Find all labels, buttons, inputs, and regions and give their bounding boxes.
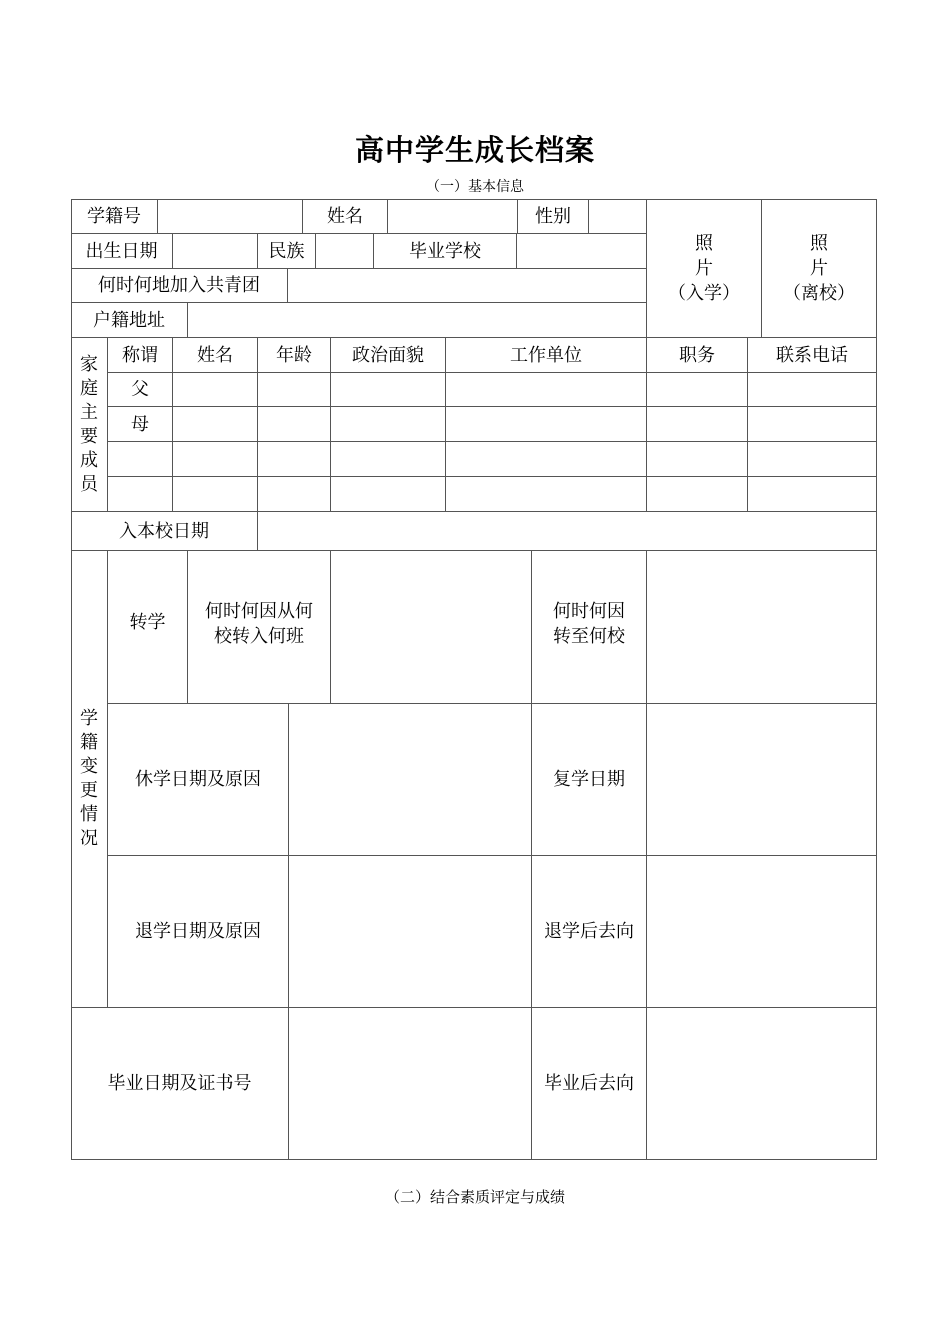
family-row-mother: 母 (131, 413, 149, 435)
label-student-id: 学籍号 (87, 205, 141, 227)
section-heading-evaluation: （二）结合素质评定与成绩 (384, 1188, 565, 1206)
photo-graduation-slot[interactable]: 照 片 （离校） (783, 233, 855, 304)
family-header-relation: 称谓 (122, 344, 158, 366)
archive-form-table (71, 199, 877, 1160)
label-transfer: 转学 (129, 612, 166, 633)
league-join-field[interactable] (288, 269, 646, 302)
family-header-age: 年龄 (276, 344, 312, 366)
family-row-blank-1[interactable] (108, 442, 172, 476)
name-field[interactable] (388, 199, 517, 233)
transfer-in-field[interactable] (331, 551, 531, 703)
family-row-father: 父 (131, 379, 149, 400)
label-suspension: 休学日期及原因 (135, 769, 261, 790)
graduation-certificate-field[interactable] (289, 1008, 531, 1159)
family-header-name: 姓名 (197, 344, 233, 366)
family-members-label: 家 庭 主 要 成 员 (80, 353, 98, 495)
withdrawal-field[interactable] (289, 856, 531, 1007)
label-graduated-school: 毕业学校 (409, 240, 481, 262)
transfer-out-field[interactable] (647, 551, 876, 703)
label-enrollment-date: 入本校日期 (119, 520, 209, 542)
ethnicity-field[interactable] (316, 234, 373, 268)
label-after-withdrawal: 退学后去向 (544, 921, 634, 942)
label-graduation-certificate: 毕业日期及证书号 (107, 1073, 252, 1094)
family-header-political-status: 政治面貌 (352, 344, 424, 366)
gender-field[interactable] (589, 199, 646, 233)
label-resumption-date: 复学日期 (553, 769, 625, 790)
label-gender: 性别 (535, 205, 571, 227)
label-after-graduation: 毕业后去向 (544, 1073, 634, 1094)
household-address-field[interactable] (188, 303, 646, 337)
photo-enrollment-slot[interactable]: 照 片 （入学） (668, 233, 740, 304)
after-graduation-field[interactable] (647, 1008, 876, 1159)
label-household-address: 户籍地址 (93, 309, 165, 331)
family-header-phone: 联系电话 (776, 344, 848, 366)
label-withdrawal: 退学日期及原因 (135, 921, 261, 942)
label-transfer-out: 何时何因 转至何校 (553, 601, 625, 647)
student-id-field[interactable] (158, 199, 302, 233)
family-header-employer: 工作单位 (510, 344, 582, 366)
section-heading-basic-info: （一）基本信息 (426, 179, 524, 195)
label-birth-date: 出生日期 (85, 240, 158, 262)
status-change-label: 学 籍 变 更 情 况 (80, 708, 98, 849)
enrollment-date-field[interactable] (258, 512, 876, 550)
family-row-blank-2[interactable] (108, 477, 172, 511)
birth-date-field[interactable] (173, 234, 257, 268)
label-ethnicity: 民族 (268, 240, 305, 262)
after-withdrawal-field[interactable] (647, 856, 876, 1007)
family-header-position: 职务 (679, 344, 715, 366)
label-league-join: 何时何地加入共青团 (98, 275, 260, 296)
resumption-date-field[interactable] (647, 704, 876, 855)
label-name: 姓名 (327, 205, 363, 227)
label-transfer-in: 何时何因从何 校转入何班 (205, 601, 313, 647)
page-title: 高中学生成长档案 (354, 133, 595, 167)
graduated-school-field[interactable] (517, 234, 646, 268)
suspension-field[interactable] (289, 704, 531, 855)
